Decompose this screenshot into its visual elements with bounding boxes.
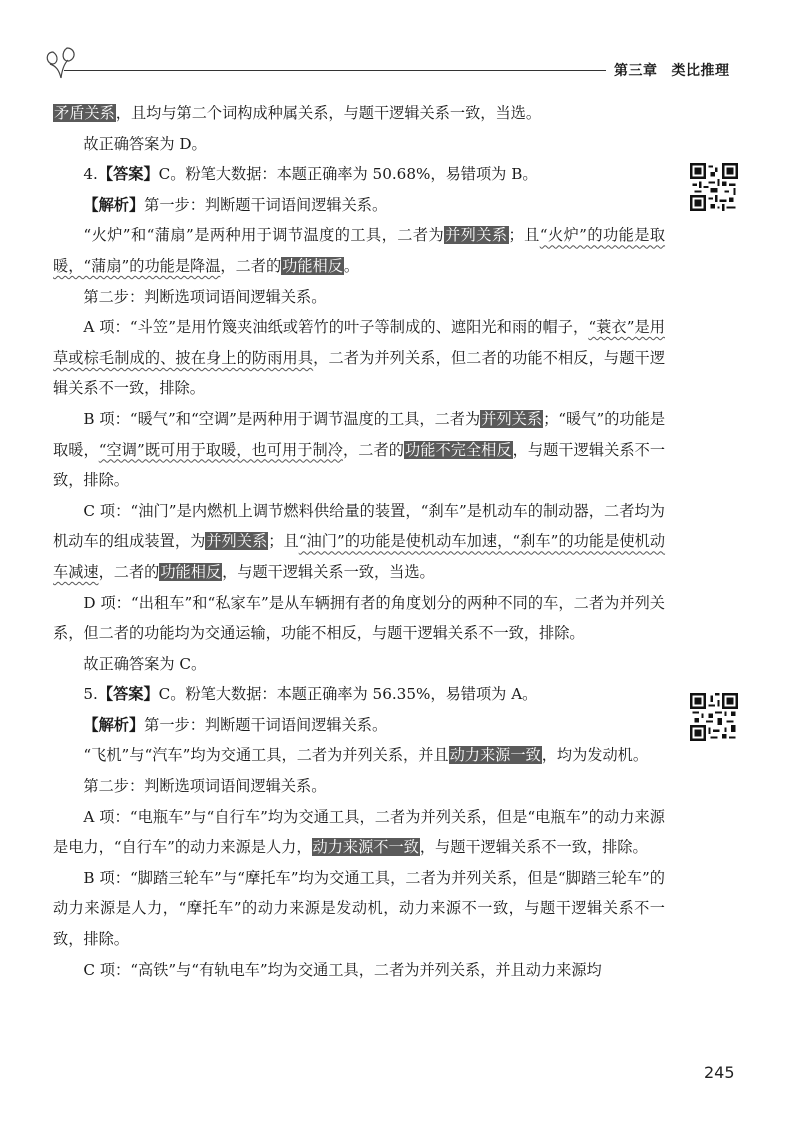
text: C。粉笔大数据：本题正确率为 50.68%，易错项为 B。 (158, 165, 538, 184)
chapter-number: 第三章 (614, 63, 658, 79)
text: A 项：“斗笠”是用竹篾夹油纸或箬竹的叶子等制成的、遮阳光和雨的帽子， (83, 318, 589, 337)
highlight: 矛盾关系 (54, 104, 115, 122)
text: ；“暖气”的功能是取暖， (53, 409, 666, 459)
text: 第一步：判断题干词语间逻辑关系。 (144, 715, 388, 734)
wavy-underline: “蓑衣”是用草或棕毛制成的、披在身上的防雨用具 (53, 318, 665, 367)
wavy-underline: “空调”既可用于取暖，也可用于制冷 (98, 440, 343, 459)
question-4-answer (53, 159, 665, 190)
analysis-tag: 解析 (98, 195, 129, 214)
text: ，且均与第二个词构成种属关系，与题干逻辑关系一致，当选。 (115, 104, 541, 122)
option-a (53, 802, 665, 863)
paragraph: 第二步：判断选项词语间逻辑关系。 (83, 287, 327, 306)
text: ，与题干逻辑关系不一致，排除。 (53, 440, 666, 490)
highlight: 并列关系 (445, 226, 508, 245)
question-4-analysis (53, 190, 665, 221)
section-title: 类比推理 (671, 63, 730, 79)
option-a (53, 312, 665, 404)
paragraph: 故正确答案为 C。 (83, 654, 207, 673)
text: 。 (343, 256, 360, 275)
bracket: 【 (97, 685, 114, 704)
text: ，二者的 (98, 562, 160, 581)
wavy-underline: “油门”的功能是使机动车加速，“刹车”的功能是使机动车减速 (53, 532, 666, 581)
option-b: B 项：“脚踏三轮车”与“摩托车”均为交通工具，二者为并列关系，但是“脚踏三轮车”的动力来源是人力，“摩托车”的动力来源是发动机，动力来源不一致，与题干逻辑关系不一致，排除。 (53, 868, 665, 949)
qr-code-icon (690, 693, 738, 741)
highlight: 动力来源不一致 (312, 838, 419, 857)
highlight: 动力来源一致 (449, 746, 541, 765)
text: A 项：“电瓶车”与“自行车”均为交通工具，二者为并列关系，但是“电瓶车”的动力来源是电力，“自行车”的动力来源是人力， (53, 807, 665, 857)
answer-tag: 答案 (113, 685, 144, 704)
paragraph (53, 740, 665, 771)
option-c (53, 496, 665, 588)
header-rule (64, 70, 632, 71)
paragraph (53, 220, 665, 281)
text: ；且 (268, 532, 299, 551)
option-c: C 项：“高铁”与“有轨电车”均为交通工具，二者为并列关系，并且动力来源均 (83, 960, 602, 979)
paragraph (53, 98, 665, 129)
qr-code-icon (690, 163, 738, 211)
text: ，二者为并列关系，但二者的功能不相反，与题干逻辑关系不一致，排除。 (53, 348, 666, 398)
bracket: 】 (128, 195, 145, 214)
bracket: 【 (83, 715, 99, 734)
text: C 项：“油门”是内燃机上调节燃料供给量的装置，“刹车”是机动车的制动器，二者均为机动车的组成装置，为 (53, 501, 665, 551)
text: ，二者的 (220, 256, 282, 275)
option-b (53, 404, 665, 496)
question-5-analysis (53, 710, 665, 741)
analysis-tag: 解析 (98, 715, 129, 734)
paragraph: 故正确答案为 D。 (83, 134, 207, 153)
question-number: 5. (83, 685, 98, 704)
text: C。粉笔大数据：本题正确率为 56.35%，易错项为 A。 (158, 685, 538, 704)
page-header (44, 40, 754, 84)
page-content (53, 98, 665, 985)
highlight: 并列关系 (206, 532, 268, 551)
bracket: 】 (143, 685, 159, 704)
question-number: 4. (83, 165, 98, 184)
text: “火炉”和“蒲扇”是两种用于调节温度的工具，二者为 (83, 226, 445, 245)
text: ，二者的 (343, 440, 404, 459)
text: ，与题干逻辑关系一致，当选。 (222, 562, 435, 581)
paragraph: 第二步：判断选项词语间逻辑关系。 (83, 777, 327, 796)
bracket: 【 (97, 165, 114, 184)
text: B 项：“暖气”和“空调”是两种用于调节温度的工具，二者为 (83, 409, 481, 428)
highlight: 功能相反 (282, 256, 343, 275)
text: ，均为发动机。 (541, 746, 649, 765)
text: 第一步：判断题干词语间逻辑关系。 (144, 195, 388, 214)
text: ，与题干逻辑关系不一致，排除。 (419, 838, 648, 857)
highlight: 功能相反 (160, 562, 222, 581)
bracket: 】 (143, 165, 159, 184)
wavy-underline: “火炉”的功能是取暖，“蒲扇”的功能是降温 (53, 226, 666, 275)
question-5-answer (53, 679, 665, 710)
highlight: 功能不完全相反 (404, 440, 512, 459)
sprout-icon (44, 40, 78, 80)
bracket: 【 (83, 195, 99, 214)
answer-tag: 答案 (113, 165, 144, 184)
text: “飞机”与“汽车”均为交通工具，二者为并列关系，并且 (83, 746, 449, 765)
text: ；且 (508, 226, 540, 245)
highlight: 并列关系 (481, 409, 543, 428)
chapter-title (606, 60, 762, 82)
page-number: 245 (704, 1063, 735, 1082)
bracket: 】 (128, 715, 145, 734)
option-d: D 项：“出租车”和“私家车”是从车辆拥有者的角度划分的两种不同的车，二者为并列关系，但二者的功能均为交通运输，功能不相反，与题干逻辑关系不一致，排除。 (53, 593, 665, 643)
